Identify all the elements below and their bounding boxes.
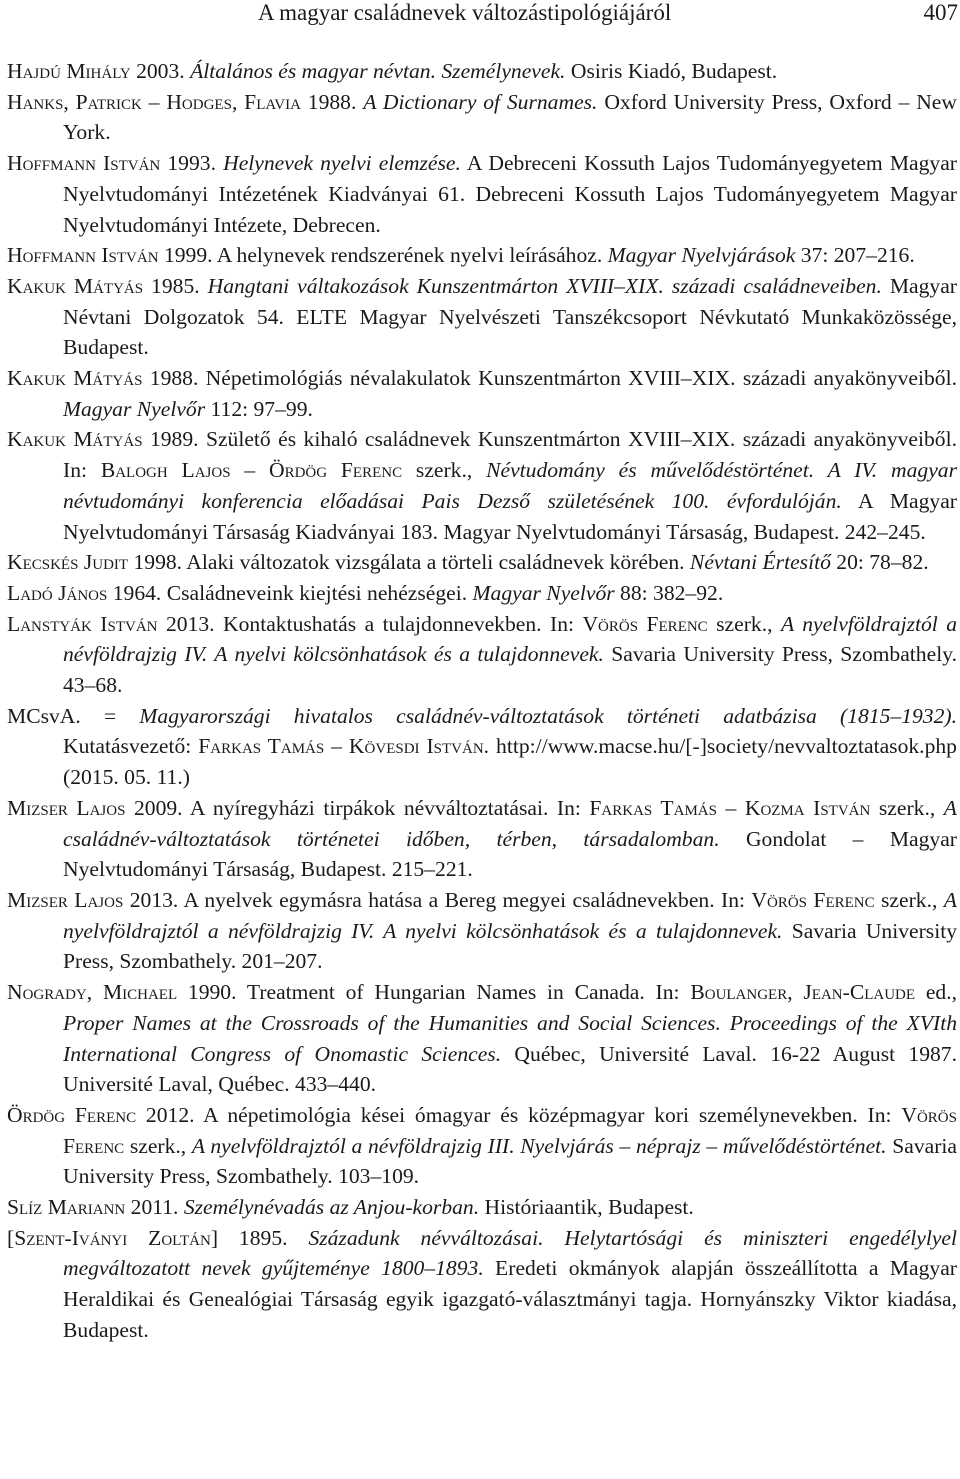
reference-entry [7,240,957,271]
reference-text: 1993. [160,151,224,176]
reference-entry [7,56,957,87]
reference-text: Osiris Kiadó, Budapest. [565,59,778,83]
reference-text: 2011. [125,1195,184,1220]
author-name: Kecskés Judit [7,550,129,575]
author-name: Hoffmann István [7,243,159,268]
reference-entry [7,148,957,240]
author-name: Lanstyák István [7,611,158,636]
reference-title: Magyar Nyelvjárások [607,243,796,268]
author-name: Nogrady, Michael [7,980,178,1005]
author-name: Hoffmann István [7,151,161,176]
running-head-title: A magyar családnevek változástipológiájáról [258,0,672,25]
reference-title: Helynevek nyelvi elemzése. [223,151,461,176]
reference-text: 1988. [300,89,364,114]
reference-text: 1999. A helynevek rendszerének nyelvi leírásához. [158,243,608,268]
reference-entry [7,578,957,609]
author-name: Szent-Iványi Zoltán [14,1225,211,1250]
reference-text: 1990. Treatment of Hungarian Names in Canada. In: [177,980,691,1005]
reference-entry [7,1223,957,1346]
reference-text: Eredeti okmányok alapján összeállította a Magyar Heraldikai és Genealógiai Társaság egyik igazgató-választmányi tagja. Hornyánszky Viktor kiadása, Budapest. [63,1256,957,1342]
reference-entry [7,363,957,424]
author-name: Kakuk Mátyás [7,427,143,452]
reference-text: 2013. Kontaktushatás a tulajdonnevekben. In: [157,611,583,636]
reference-text: Savaria University Press, Szombathely. 201–207. [63,918,957,974]
reference-entry [7,271,957,363]
reference-entry [7,609,957,701]
author-name: Balogh Lajos – Ördög Ferenc [100,458,403,483]
page-number: 407 [923,0,958,25]
reference-title: A Dictionary of Surnames. [363,89,598,114]
reference-text: 1964. Családneveink kiejtési nehézségei. [107,580,473,605]
reference-entry [7,793,957,885]
reference-text: 2013. A nyelvek egymásra hatása a Bereg megyei családnevekben. In: [123,887,752,912]
reference-title: Magyar Nyelvőr [63,396,206,421]
reference-text: szerk., [707,611,781,636]
reference-text: Gondolat – Magyar Nyelvtudományi Társaság, Budapest. 215–221. [63,826,957,882]
reference-title: Általános és magyar névtan. Személynevek. [190,59,566,83]
author-name: Mizser Lajos [7,795,126,820]
reference-text: 1988. Népetimológiás névalakulatok Kunszentmárton XVIII–XIX. századi anyakönyveiből. [142,366,957,391]
reference-text: szerk., [124,1133,192,1158]
reference-text: 37: 207–216. [795,243,915,268]
reference-text: 2012. A népetimológia kései ómagyar és középmagyar kori személynevekben. In: [136,1102,902,1127]
reference-title: Magyar Nyelvőr [472,580,615,605]
reference-text: 2003. [130,59,191,83]
reference-title: Századunk névváltozásai. Helytartósági és miniszteri engedélylyel megváltozatott nevek gyűjteménye 1800–1893. [63,1225,957,1281]
reference-entry [7,87,957,148]
reference-text: [ [7,1225,15,1250]
reference-text: 1985. [143,273,208,298]
reference-entry [7,547,957,578]
reference-text: ] 1895. [210,1225,309,1250]
reference-entry [7,424,957,547]
reference-list [7,56,957,1346]
reference-text: szerk., [874,887,944,912]
author-name: Hajdú Mihály [7,59,131,83]
author-name: Vörös Ferenc [751,887,875,912]
reference-text: A Magyar Nyelvtudományi Társaság Kiadványai 183. Magyar Nyelvtudományi Társaság, Budapest. 242–245. [63,488,957,544]
reference-text: 1989. Születő és kihaló családnevek Kunszentmárton XVIII–XIX. századi anyakönyveiből. In: [63,427,957,483]
reference-text: Savaria University Press, Szombathely. 103–109. [63,1133,957,1189]
author-name: Boulanger, Jean-Claude [690,980,916,1005]
author-name: Slíz Mariann [7,1195,126,1220]
reference-title: Névtani Értesítő [689,550,831,575]
reference-entry [7,1100,957,1192]
reference-title: A nyelvföldrajztól a névföldrajzig III. Nyelvjárás – néprajz – művelődéstörténet. [191,1133,887,1158]
reference-text: szerk., [870,795,944,820]
author-name: Mizser Lajos [7,887,124,912]
reference-title: A nyelvföldrajztól a névföldrajzig IV. A nyelvi kölcsönhatások és a tulajdonnevek. [63,611,958,667]
reference-text: MCsvA. = [7,703,140,728]
reference-title: Proper Names at the Crossroads of the Humanities and Social Sciences. Proceedings of the XVIth International Congress of Onomastic Sciences. [63,1010,957,1066]
author-name: Ladó János [7,580,108,605]
reference-title: Névtudomány és művelődéstörténet. A IV. magyar névtudományi konferencia előadásai Pais Dezső születésének 100. évfordulóján. [63,458,957,513]
reference-text: ed., [915,980,958,1005]
reference-text: 112: 97–99. [205,396,313,421]
reference-title: A nyelvföldrajztól a névföldrajzig IV. A nyelvi kölcsönhatások és a tulajdonnevek. [63,887,957,943]
reference-entry [7,885,957,977]
reference-title: Személynévadás az Anjou-korban. [183,1195,480,1220]
reference-text: szerk., [402,458,487,483]
reference-entry [7,1192,957,1223]
author-name: Vörös Ferenc [63,1102,957,1158]
reference-text: 88: 382–92. [614,580,724,605]
author-name: Kakuk Mátyás [7,366,143,391]
reference-title: Magyarországi hivatalos családnév-változtatások történeti adatbázisa (1815–1932). [139,703,957,728]
reference-text: A Debreceni Kossuth Lajos Tudományegyetem Magyar Nyelvtudományi Intézetének Kiadványai 61. Debreceni Kossuth Lajos Tudományegyetem Magyar Nyelvtudományi Intézete, Debrecen. [63,151,957,237]
author-name: Ördög Ferenc [7,1102,137,1127]
reference-title: Hangtani váltakozások Kunszentmárton XVIII–XIX. századi családneveiben. [207,273,882,298]
author-name: Vörös Ferenc [582,611,708,636]
reference-text: Savaria University Press, Szombathely. 43–68. [63,642,957,698]
reference-entry [7,701,957,793]
author-name: Kakuk Mátyás [7,273,144,298]
reference-text: Oxford University Press, Oxford – New York. [63,89,957,145]
reference-title: A családnév-változtatások történetei időben, térben, társadalomban. [63,795,957,851]
reference-text: 2009. A nyíregyházi tirpákok névváltoztatásai. In: [125,795,590,820]
reference-text: Kutatásvezető: [63,734,199,759]
author-name: Hanks, Patrick – Hodges, Flavia [7,89,301,114]
reference-text: Históriaantik, Budapest. [479,1195,694,1220]
reference-text: . http://www.macse.hu/[-]society/nevvaltoztatasok.php (2015. 05. 11.) [63,734,957,790]
author-name: Farkas Tamás – Kozma István [589,795,871,820]
running-head [0,0,960,26]
reference-text: 20: 78–82. [830,550,929,575]
reference-entry [7,977,957,1100]
reference-text: 1998. Alaki változatok vizsgálata a törteli családnevek körében. [128,550,690,575]
author-name: Farkas Tamás – Kövesdi István [198,734,484,759]
reference-text: Magyar Névtani Dolgozatok 54. ELTE Magyar Nyelvészeti Tanszékcsoport Névkutató Munkaközössége, Budapest. [63,273,957,360]
reference-text: Québec, Université Laval. 16-22 August 1987. Université Laval, Québec. 433–440. [63,1041,957,1097]
